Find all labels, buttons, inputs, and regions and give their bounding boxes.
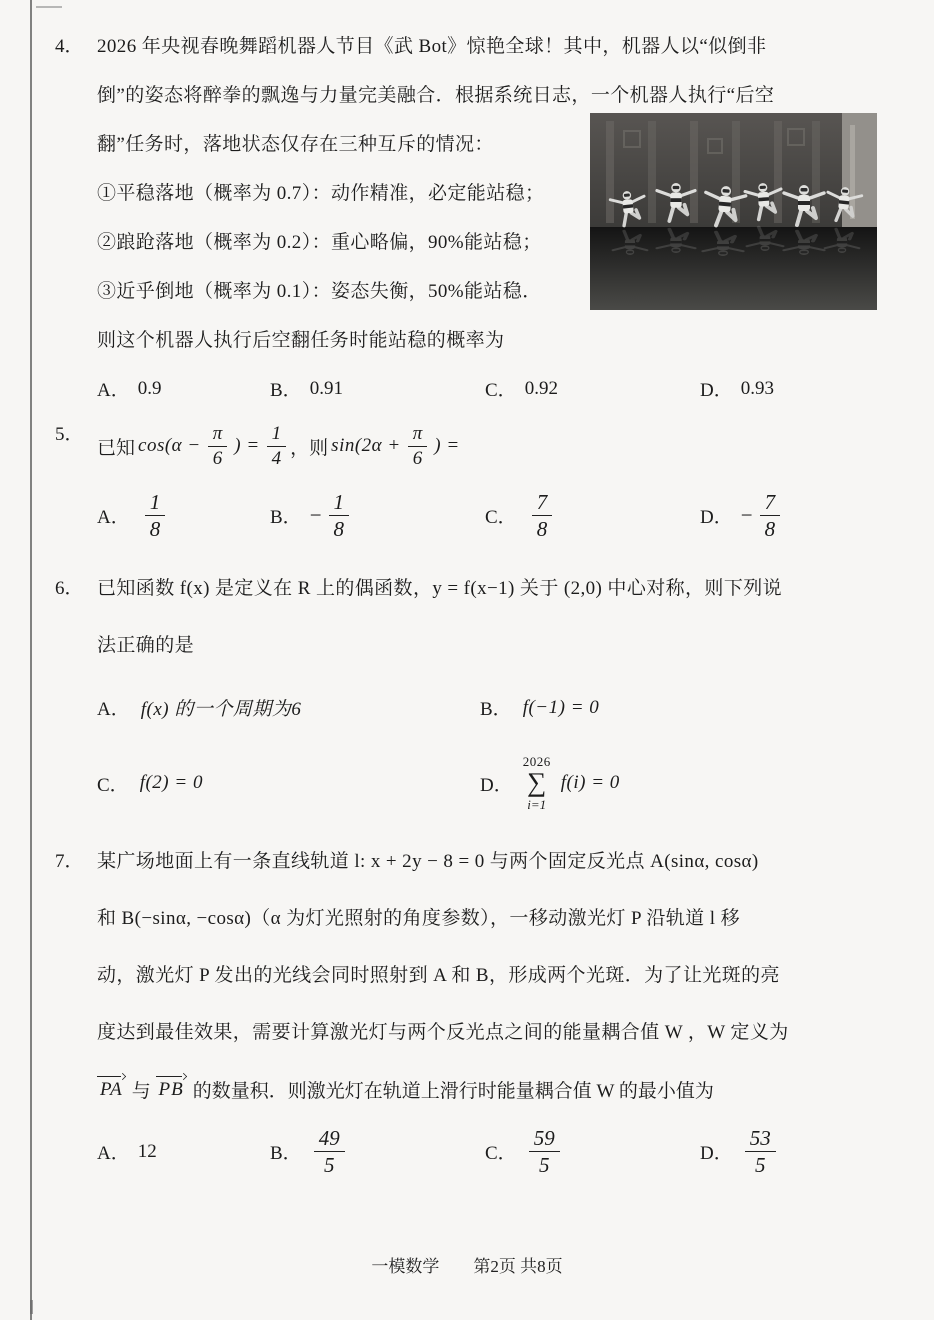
option-C: C． $\frac{59}{5}$ xyxy=(485,1126,700,1177)
question-7-options xyxy=(97,1126,879,1177)
option-D-value: 0.93 xyxy=(740,377,774,399)
question-5-options xyxy=(97,490,879,541)
option-B: B． $\frac{49}{5}$ xyxy=(270,1126,485,1177)
option-C: C． f(2) = 0 xyxy=(97,772,203,796)
option-B-fraction: $\frac{1}{8}$ xyxy=(329,490,350,541)
fraction-1-4: $\frac{1}{4}$ xyxy=(267,423,287,470)
scan-mark-top xyxy=(36,6,62,8)
option-C: C． $\frac{7}{8}$ xyxy=(485,490,700,541)
question-6-options-row-1 xyxy=(97,694,879,721)
question-5-formula xyxy=(97,410,879,482)
question-6-options-row-2 xyxy=(97,755,879,811)
robot-dance-photo-graphic xyxy=(590,113,877,310)
footer-exam-title: 一模数学 xyxy=(371,1257,440,1276)
option-A-value: 0.9 xyxy=(137,377,162,399)
option-B-label: B． xyxy=(270,380,302,401)
option-A-fraction: $\frac{1}{8}$ xyxy=(145,490,166,541)
vector-PB: PB xyxy=(156,1079,187,1101)
option-D: D． 2026 ∑ i=1 f(i) = 0 xyxy=(480,754,620,812)
text-known: 已知 xyxy=(97,437,136,459)
text-then: ，则 xyxy=(290,437,329,459)
question-7-line-5 xyxy=(97,1061,879,1118)
option-A-value: 12 xyxy=(137,1140,157,1162)
question-6-line-1: 已知函数 f(x) 是定义在 R 上的偶函数，y = f(x−1) 关于 (2,0) 中心对称，则下列说 xyxy=(97,578,783,599)
option-A: A． $\frac{1}{8}$ xyxy=(97,490,270,541)
text-and: 与 xyxy=(131,1081,151,1102)
option-A: A． 12 xyxy=(97,1140,157,1165)
question-7-line-3: 动，激光灯 P 发出的光线会同时照射到 A 和 B，形成两个光斑．为了让光斑的亮 xyxy=(97,965,780,986)
vector-PA: PA xyxy=(97,1079,126,1101)
option-B-fraction: $\frac{49}{5}$ xyxy=(314,1126,345,1177)
question-4-line-3: 翻”任务时，落地状态仅存在三种互斥的情况： xyxy=(97,134,494,155)
question-4-number: 4． xyxy=(55,36,84,57)
scan-edge-line xyxy=(30,0,32,1320)
option-D: D． − $\frac{7}{8}$ xyxy=(700,490,879,541)
footer-page-number: 第2页 共8页 xyxy=(473,1257,563,1276)
question-7-line-2: 和 B(−sinα, −cosα)（α 为灯光照射的角度参数），一移动激光灯 P 沿轨道 l 移 xyxy=(97,908,740,929)
question-4-item-1: ①平稳落地（概率为 0.7）：动作精准，必定能站稳； xyxy=(97,183,545,204)
option-A: A． f(x) 的一个周期为6 xyxy=(97,699,302,720)
option-D xyxy=(700,375,879,402)
option-A-label: A． xyxy=(97,380,130,401)
option-D-fraction: $\frac{7}{8}$ xyxy=(760,490,781,541)
option-C xyxy=(485,375,700,402)
question-6 xyxy=(55,560,879,811)
question-7-line-4: 度达到最佳效果，需要计算激光灯与两个反光点之间的能量耦合值 W ，W 定义为 xyxy=(97,1022,789,1043)
option-C-label: C． xyxy=(485,380,517,401)
question-4-line-2: 倒”的姿态将醉拳的飘逸与力量完美融合．根据系统日志，一个机器人执行“后空 xyxy=(97,85,775,106)
question-7-number: 7． xyxy=(55,851,84,872)
option-C-fraction: $\frac{59}{5}$ xyxy=(529,1126,560,1177)
option-D: D． $\frac{53}{5}$ xyxy=(700,1126,879,1177)
page-footer xyxy=(0,1252,934,1277)
option-A xyxy=(97,375,270,402)
option-B xyxy=(270,375,485,402)
question-4-item-3: ③近乎倒地（概率为 0.1）：姿态失衡，50%能站稳． xyxy=(97,281,542,302)
scan-mark-bottom xyxy=(30,1300,33,1314)
question-7-line-1: 某广场地面上有一条直线轨道 l: x + 2y − 8 = 0 与两个固定反光点 A(sinα, cosα) xyxy=(97,851,759,872)
option-D-label: D． xyxy=(700,380,733,401)
option-B: B． f(−1) = 0 xyxy=(480,696,600,720)
question-5 xyxy=(55,410,879,541)
question-7 xyxy=(55,833,879,1177)
equals-sign-2: ) = xyxy=(434,435,460,456)
summation-symbol: 2026 ∑ i=1 xyxy=(522,754,551,812)
question-7-tail: 的数量积．则激光灯在轨道上滑行时能量耦合值 W 的最小值为 xyxy=(192,1081,714,1102)
fraction-pi-6: $\frac{\pi}{6}$ xyxy=(208,423,228,470)
question-6-line-2: 法正确的是 xyxy=(97,635,195,656)
fraction-pi-6-2: $\frac{\pi}{6}$ xyxy=(408,423,428,470)
cos-expression-open: cos(α − xyxy=(138,435,201,456)
question-6-number: 6． xyxy=(55,578,84,599)
question-4-conclusion: 则这个机器人执行后空翻任务时能站稳的概率为 xyxy=(97,330,505,351)
option-C-value: 0.92 xyxy=(524,377,558,399)
equals-sign: ) = xyxy=(234,435,260,456)
robot-dance-photo xyxy=(590,113,877,310)
question-5-number: 5． xyxy=(55,424,84,445)
question-4-item-2: ②踉跄落地（概率为 0.2）：重心略偏，90%能站稳； xyxy=(97,232,542,253)
option-C-fraction: $\frac{7}{8}$ xyxy=(532,490,553,541)
question-4-options xyxy=(97,375,879,402)
sin-expression-open: sin(2α + xyxy=(331,435,401,456)
option-D-fraction: $\frac{53}{5}$ xyxy=(745,1126,776,1177)
question-4-line-1: 2026 年央视春晚舞蹈机器人节目《武 Bot》惊艳全球！其中，机器人以“似倒非 xyxy=(97,36,767,57)
option-B-value: 0.91 xyxy=(309,377,343,399)
option-B: B． − $\frac{1}{8}$ xyxy=(270,490,485,541)
